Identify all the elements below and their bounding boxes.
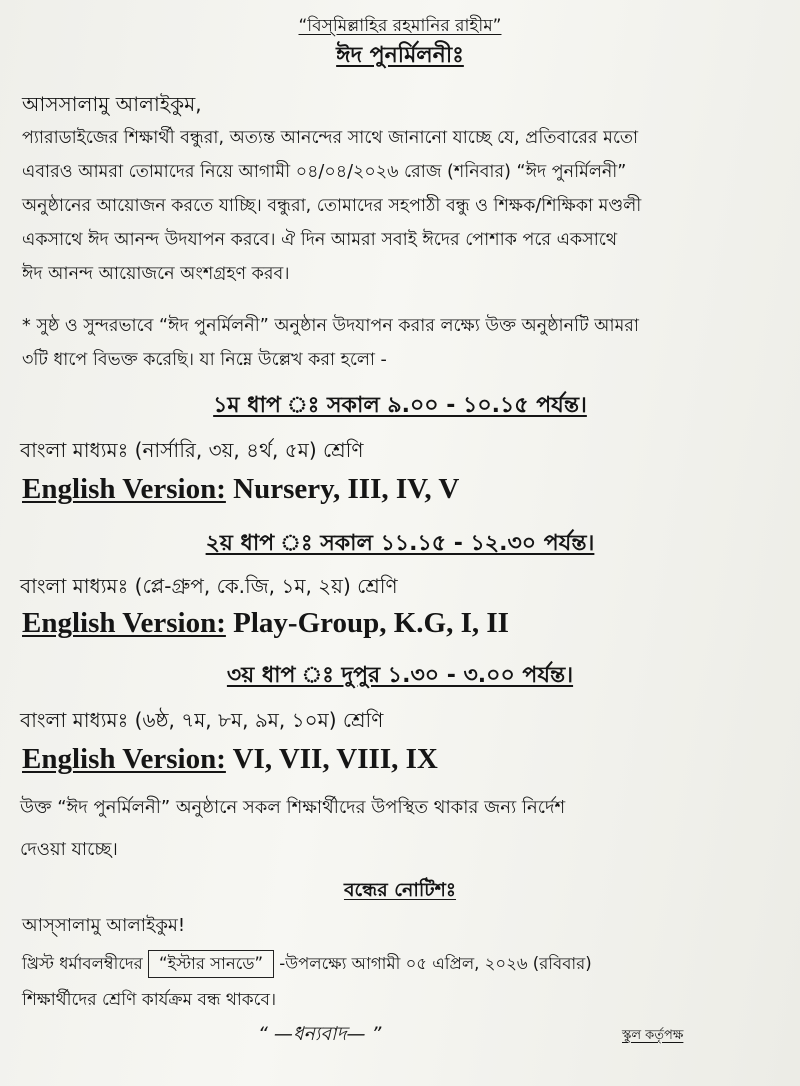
- para-line-2: এবারও আমরা তোমাদের নিয়ে আগামী ০৪/০৪/২০২৬ রোজ (শনিবার) “ঈদ পুনর্মিলনী”: [22, 162, 627, 182]
- greeting: আসসালামু আলাইকুম,: [22, 92, 202, 116]
- signature: [622, 1022, 683, 1050]
- phase-1-english-classes: Nursery, III, IV, V: [225, 473, 460, 505]
- phase-3-english-classes: VI, VII, VIII, IX: [225, 743, 438, 775]
- phase-3-heading: [0, 662, 800, 690]
- phase-3-bangla: বাংলা মাধ্যমঃ (৬ষ্ঠ, ৭ম, ৮ম, ৯ম, ১০ম) শ্রেণি: [20, 708, 384, 732]
- easter-sunday-box: “ইস্টার সানডে”: [148, 950, 274, 978]
- phase-1-bangla: বাংলা মাধ্যমঃ (নার্সারি, ৩য়, ৪র্থ, ৫ম) শ্রেণি: [20, 438, 364, 462]
- phase-1-heading: [0, 392, 800, 420]
- para-line-3: অনুষ্ঠানের আয়োজন করতে যাচ্ছি। বন্ধুরা, তোমাদের সহপাঠী বন্ধু ও শিক্ষক/শিক্ষিকা মণ্ডলী: [22, 196, 642, 216]
- phase-2-english-classes: Play-Group, K.G, I, II: [225, 607, 509, 639]
- closure-line-2: শিক্ষার্থীদের শ্রেণি কার্যক্রম বন্ধ থাকবে।: [22, 990, 277, 1010]
- phase-2-english: [22, 606, 509, 640]
- phase-3-english: [22, 742, 438, 776]
- closure-line-1: [22, 950, 592, 978]
- closure-title: [0, 876, 800, 904]
- notice-title: [0, 42, 800, 70]
- thanks: “ —ধন্যবাদ— ”: [258, 1023, 382, 1045]
- closing-line-1: উক্ত “ঈদ পুনর্মিলনী” অনুষ্ঠানে সকল শিক্ষার্থীদের উপস্থিত থাকার জন্য নির্দেশ: [20, 797, 566, 818]
- signature-text: স্কুল কর্তৃপক্ষ: [622, 1028, 684, 1043]
- bismillah-text: “বিস্‌মিল্লাহির রহমানির রাহীম”: [298, 16, 502, 36]
- note-line-2: ৩টি ধাপে বিভক্ত করেছি। যা নিম্নে উল্লেখ করা হলো -: [22, 350, 387, 370]
- para-line-5: ঈদ আনন্দ আয়োজনে অংশগ্রহণ করব।: [22, 264, 290, 284]
- phase-2-heading-text: ২য় ধাপ ঃ সকাল ১১.১৫ - ১২.৩০ পর্যন্ত।: [205, 531, 595, 556]
- closing-line-2: দেওয়া যাচ্ছে।: [20, 839, 118, 860]
- para-line-1: প্যারাডাইজের শিক্ষার্থী বন্ধুরা, অত্যন্ত আনন্দের সাথে জানানো যাচ্ছে যে, প্রতিবারের মতো: [22, 128, 639, 148]
- bismillah: [0, 12, 800, 40]
- closure-line-1-post: -উপলক্ষ্যে আগামী ০৫ এপ্রিল, ২০২৬ (রবিবার): [274, 954, 592, 973]
- note-line-1: * সুষ্ঠ ও সুন্দরভাবে “ঈদ পুনর্মিলনী” অনুষ্ঠান উদযাপন করার লক্ষ্যে উক্ত অনুষ্ঠানটি আমরা: [22, 316, 639, 336]
- phase-1-english-label: English Version:: [22, 473, 226, 505]
- phase-1-english: [22, 472, 459, 506]
- notice-title-text: ঈদ পুনর্মিলনীঃ: [336, 43, 464, 68]
- phase-1-heading-text: ১ম ধাপ ঃ সকাল ৯.০০ - ১০.১৫ পর্যন্ত।: [213, 393, 587, 418]
- phase-2-bangla: বাংলা মাধ্যমঃ (প্লে-গ্রুপ, কে.জি, ১ম, ২য়) শ্রেণি: [20, 574, 398, 598]
- phase-3-english-label: English Version:: [22, 743, 226, 775]
- phase-2-english-label: English Version:: [22, 607, 226, 639]
- phase-3-heading-text: ৩য় ধাপ ঃ দুপুর ১.৩০ - ৩.০০ পর্যন্ত।: [226, 663, 574, 688]
- closure-title-text: বন্ধের নোটিশঃ: [343, 879, 457, 901]
- closure-greeting: আস্‌সালামু আলাইকুম!: [22, 915, 186, 936]
- phase-2-heading: [0, 530, 800, 558]
- closure-line-1-pre: খ্রিস্ট ধর্মাবলম্বীদের: [22, 954, 148, 973]
- para-line-4: একসাথে ঈদ আনন্দ উদযাপন করবে। ঐ দিন আমরা সবাই ঈদের পোশাক পরে একসাথে: [22, 230, 618, 250]
